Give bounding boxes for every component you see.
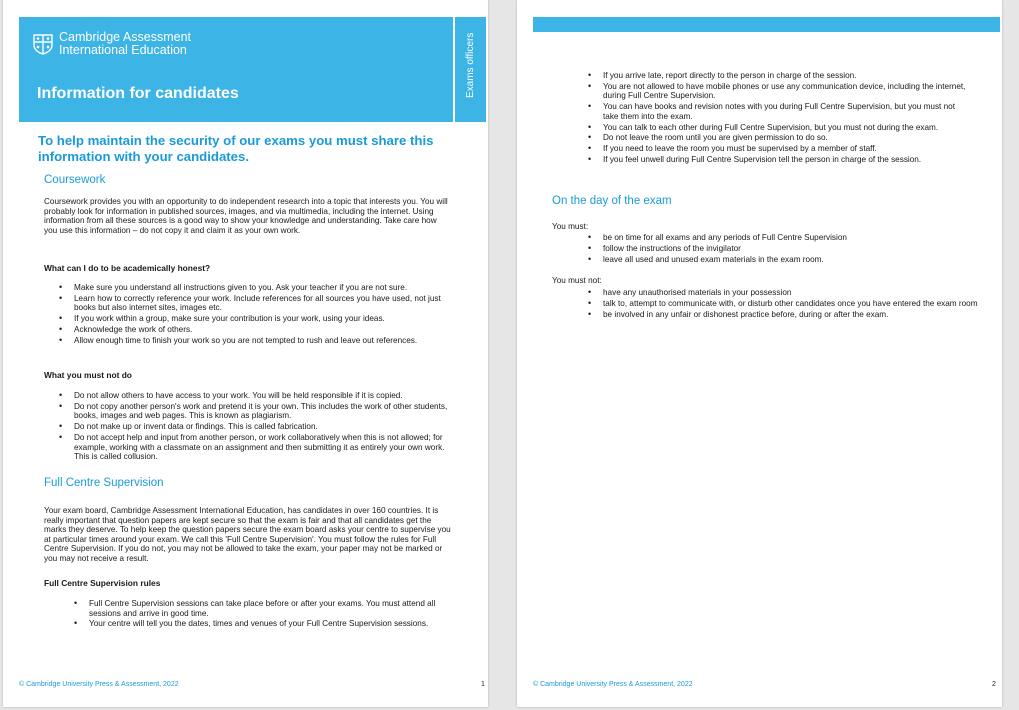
must-list: [588, 233, 968, 265]
list-item: • be involved in any unfair or dishonest practice before, during or after the exam.: [588, 310, 978, 320]
exam-day-heading: On the day of the exam: [552, 195, 672, 207]
honest-heading: What can I do to be academically honest?: [44, 263, 211, 273]
must-not-list: [588, 288, 978, 320]
list-item: • If you need to leave the room you must be supervised by a member of staff.: [588, 144, 968, 154]
list-item: • Acknowledge the work of others.: [59, 325, 454, 335]
side-label: Exams officers: [465, 33, 476, 99]
list-item: • Full Centre Supervision sessions can take place before or after your exams. You must attend all sessions and arrive in good time.: [74, 599, 444, 618]
must-label: You must:: [552, 222, 589, 231]
logo-line-2: International Education: [59, 43, 187, 57]
list-item: • If you arrive late, report directly to the person in charge of the session.: [588, 71, 968, 81]
fcs-rules-list-continued: [588, 71, 968, 166]
fcs-intro: Your exam board, Cambridge Assessment International Education, has candidates in over 160 countries. It is really important that question papers are kept secure so that the exam is fair and that all candidates get the marks they deserve. To help keep the question papers secure the exam board asks your centre to supervise you at particular times around your exam. We call this 'Full Centre Supervision'. You must follow the rules for Full Centre Supervision. If you do not, you may not be allowed to take the exam, your paper may not be marked or you may not receive a result.: [44, 506, 451, 563]
list-item: • Allow enough time to finish your work so you are not tempted to rush and leave out references.: [59, 336, 454, 346]
cambridge-logo: [33, 31, 191, 57]
fcs-rules-list: [74, 599, 444, 630]
document-page-1: [3, 0, 488, 707]
page-title: Information for candidates: [37, 85, 239, 102]
honest-list: [59, 283, 454, 347]
logo-line-1: Cambridge Assessment: [59, 30, 192, 44]
list-item: • be on time for all exams and any periods of Full Centre Supervision: [588, 233, 968, 243]
header-band: [533, 17, 1000, 32]
list-item: • If you work within a group, make sure your contribution is your work, using your ideas.: [59, 314, 454, 324]
document-page-2: [517, 0, 1002, 707]
list-item: • Learn how to correctly reference your work. Include references for all sources you have used, not just books but also internet sites, images etc.: [59, 294, 454, 313]
list-item: • leave all used and unused exam materials in the exam room.: [588, 255, 968, 265]
header-side-tab: [455, 17, 486, 122]
fcs-heading: Full Centre Supervision: [44, 477, 164, 489]
footer-copyright: © Cambridge University Press & Assessment, 2022: [19, 681, 179, 688]
list-item: • talk to, attempt to communicate with, or disturb other candidates once you have entered the exam room: [588, 299, 978, 309]
coursework-heading: Coursework: [44, 174, 106, 186]
must-not-do-heading: What you must not do: [44, 370, 132, 380]
fcs-rules-heading: Full Centre Supervision rules: [44, 578, 161, 588]
list-item: • Do not copy another person's work and pretend it is your own. This includes the work of other students, books, images and web pages. This is known as plagiarism.: [59, 402, 454, 421]
header-banner: [19, 17, 453, 122]
list-item: • Do not make up or invent data or findings. This is called fabrication.: [59, 422, 454, 432]
list-item: • Do not accept help and input from another person, or work collaboratively when this is not allowed; for example, working with a classmate on an assignment and then submitting it as entirely your own work. This is called collusion.: [59, 433, 454, 462]
list-item: • You can have books and revision notes with you during Full Centre Supervision, but you must not take them into the exam.: [588, 102, 968, 121]
must-not-label: You must not:: [552, 276, 602, 285]
list-item: • follow the instructions of the invigilator: [588, 244, 968, 254]
list-item: • Make sure you understand all instructions given to you. Ask your teacher if you are not sure.: [59, 283, 454, 293]
list-item: • Do not allow others to have access to your work. You will be held responsible if it is copied.: [59, 391, 454, 401]
list-item: • If you feel unwell during Full Centre Supervision tell the person in charge of the session.: [588, 155, 968, 165]
footer-copyright: © Cambridge University Press & Assessment, 2022: [533, 681, 693, 688]
list-item: • have any unauthorised materials in your possession: [588, 288, 978, 298]
coursework-intro: Coursework provides you with an opportunity to do independent research into a topic that interests you. You will probably look for information in published sources, images, and via multimedia, including the internet. Using information from all these sources is a good way to show your knowledge and understanding. Take care how you use this information – do not copy it and claim it as your own work.: [44, 197, 448, 235]
page-number: 2: [992, 681, 996, 688]
list-item: • You are not allowed to have mobile phones or use any communication device, including the internet, during Full Centre Supervision.: [588, 82, 968, 101]
list-item: • Do not leave the room until you are given permission to do so.: [588, 133, 968, 143]
list-item: • Your centre will tell you the dates, times and venues of your Full Centre Supervision sessions.: [74, 619, 444, 629]
page-number: 1: [481, 681, 485, 688]
crest-icon: [33, 34, 53, 55]
lead-statement: To help maintain the security of our exams you must share this information with your candidates.: [38, 133, 434, 164]
list-item: • You can talk to each other during Full Centre Supervision, but you must not during the exam.: [588, 123, 968, 133]
must-not-do-list: [59, 391, 454, 463]
